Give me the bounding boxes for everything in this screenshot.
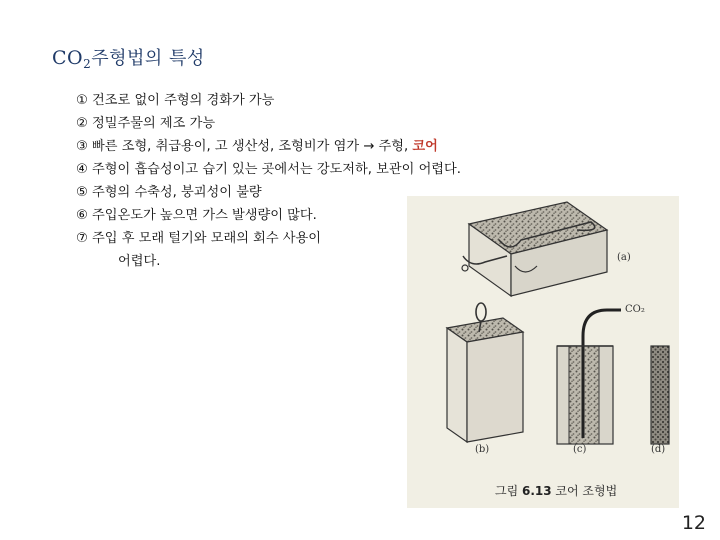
figure-drawing bbox=[407, 196, 679, 508]
item-text: 주형의 수축성, 붕괴성이 불량 bbox=[92, 185, 262, 200]
label-d: (d) bbox=[651, 444, 666, 455]
figure-caption bbox=[495, 482, 617, 499]
label-a: (a) bbox=[617, 252, 631, 263]
label-b: (b) bbox=[475, 444, 490, 455]
item-text: 정밀주물의 제조 가능 bbox=[92, 116, 216, 131]
core-molding-figure bbox=[407, 196, 679, 508]
caption-text: 코어 조형법 bbox=[551, 484, 618, 498]
item-marker: ② bbox=[76, 116, 88, 131]
item-text: 주형이 흡습성이고 습기 있는 곳에서는 강도저하, 보관이 어렵다. bbox=[92, 162, 461, 177]
item-marker: ⑤ bbox=[76, 185, 88, 200]
label-c: (c) bbox=[573, 444, 587, 455]
item-marker: ④ bbox=[76, 162, 88, 177]
list-item bbox=[76, 135, 636, 158]
figure-d-core bbox=[651, 346, 669, 444]
slide-title bbox=[52, 44, 205, 71]
title-subscript: 2 bbox=[83, 57, 92, 71]
title-co: CO bbox=[52, 47, 84, 69]
figure-a-flask bbox=[462, 202, 607, 296]
label-co2: CO₂ bbox=[625, 304, 645, 315]
list-item bbox=[76, 89, 636, 112]
list-item bbox=[76, 158, 636, 181]
item-marker: ① bbox=[76, 93, 88, 108]
item-text: 건조로 없이 주형의 경화가 가능 bbox=[92, 93, 275, 108]
caption-number: 6.13 bbox=[522, 484, 552, 498]
figure-b-block bbox=[447, 303, 523, 442]
figure-c-gassing bbox=[557, 310, 621, 444]
item-marker: ⑦ bbox=[76, 231, 88, 246]
title-rest: 주형법의 특성 bbox=[91, 48, 205, 69]
item-marker: ⑥ bbox=[76, 208, 88, 223]
item-highlight: 코어 bbox=[412, 139, 438, 154]
caption-prefix: 그림 bbox=[495, 484, 522, 498]
item-text: 주입 후 모래 털기와 모래의 회수 사용이 bbox=[92, 231, 322, 246]
item-marker: ③ bbox=[76, 139, 88, 154]
list-item bbox=[76, 112, 636, 135]
page-number: 12 bbox=[681, 512, 706, 534]
item-text: 빠른 조형, 취급용이, 고 생산성, 조형비가 염가 → 주형, bbox=[92, 139, 413, 154]
item-continuation: 어렵다. bbox=[118, 254, 161, 269]
item-text: 주입온도가 높으면 가스 발생량이 많다. bbox=[92, 208, 317, 223]
